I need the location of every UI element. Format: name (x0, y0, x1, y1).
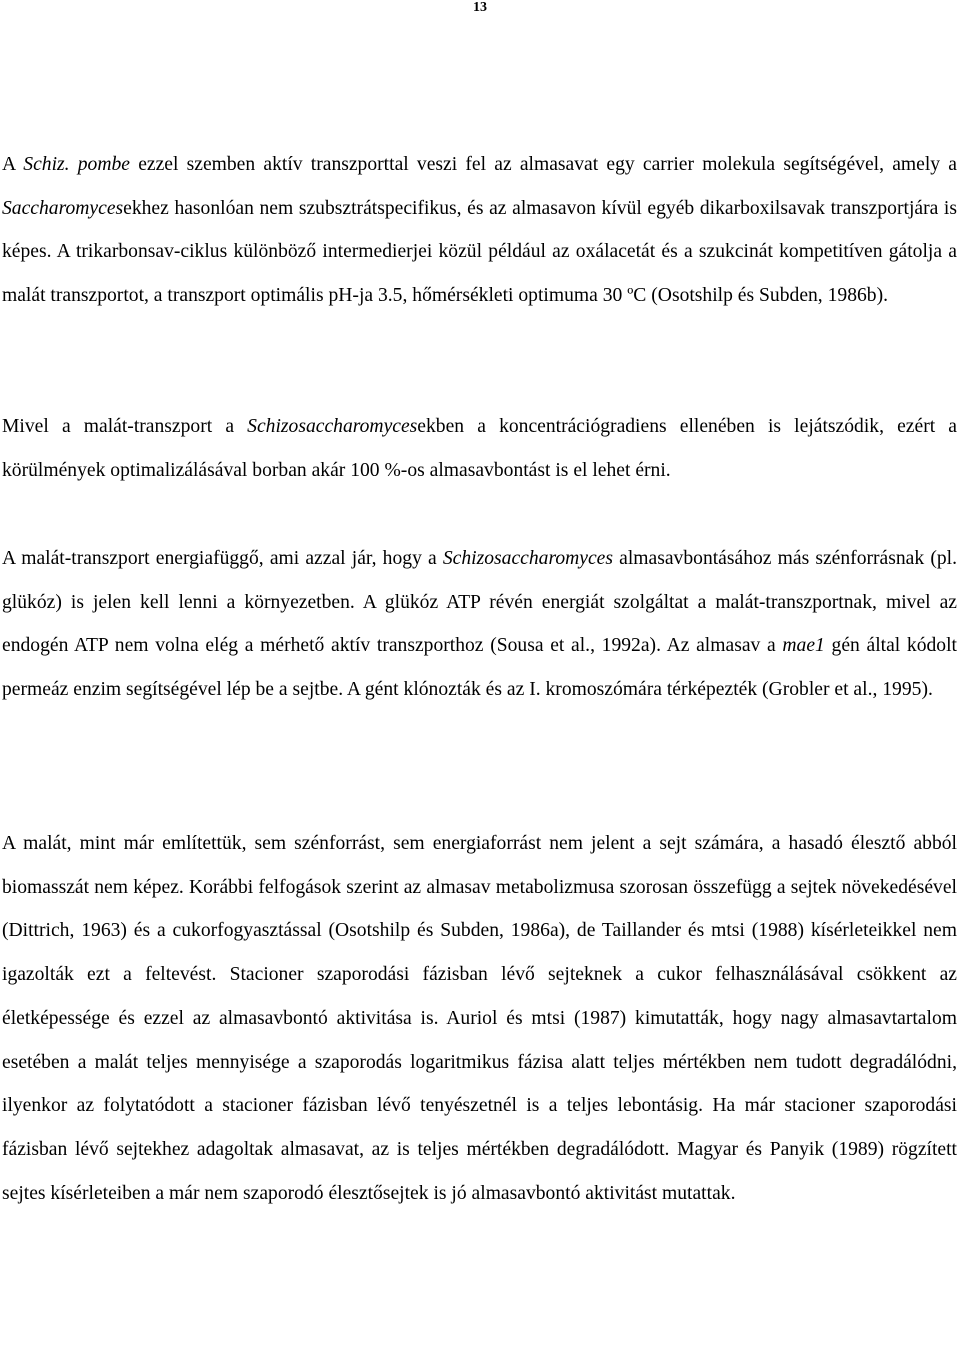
species-name-italic: Schiz. pombe (23, 154, 130, 175)
text-run: Mivel a malát-transzport a (2, 416, 248, 437)
paragraph-3 (2, 537, 957, 712)
text-run: A malát-transzport energiafüggő, ami azzal jár, hogy a (2, 548, 443, 569)
page-number: 13 (473, 0, 487, 15)
genus-name-italic: Schizosaccharomyces (442, 548, 613, 569)
genus-name-italic: Saccharomyces (2, 197, 124, 219)
gene-name-italic: mae1 (782, 635, 825, 657)
text-run: ezzel szemben aktív transzporttal veszi fel az almasavat egy carrier molekula segítségével, amely a (129, 154, 957, 175)
text-run: ekhez hasonlóan nem szubsztrátspecifikus, és az almasavon kívül egyéb dikarboxilsavak transzportjára is képes. A trikarbonsav-ciklus különböző intermedierjei közül például az oxálacetát és a szukcinát kompetitíven gátolja a malát transzportot, a transzport optimális pH-ja 3.5, hőmérsékleti optimuma 30 ºC (Osotshilp és Subden, 1986b). (2, 197, 957, 307)
paragraph-1 (2, 143, 957, 318)
text-run: A (2, 154, 24, 175)
paragraph-2 (2, 405, 957, 492)
text-run: ekben a koncentrációgradiens ellenében is lejátszódik, ezért a körülmények optimalizálásával borban akár 100 %-os almasavbontást is el lehet érni. (2, 416, 958, 481)
text-run: almasavbontásához más szénforrásnak (pl. glükóz) is jelen kell lenni a környezetben. A glükóz ATP révén energiát szolgáltat a malát-transzportnak, mivel az endogén ATP nem volna elég a mérhető aktív transzporthoz (Sousa et al., 1992a). Az almasav a (2, 548, 957, 657)
text-run: gén által kódolt permeáz enzim segítségével lép be a sejtbe. A gént klónozták és az I. kromoszómára térképezték (Grobler et al., 1995). (2, 635, 957, 701)
genus-name-italic: Schizosaccharomyces (247, 416, 418, 437)
paragraph-4 (2, 822, 957, 1215)
text-run: A malát, mint már említettük, sem szénforrást, sem energiaforrást nem jelent a sejt számára, a hasadó élesztő abból biomasszát nem képez. Korábbi felfogások szerint az almasav metabolizmusa szorosan összefügg a sejtek növekedésével (Dittrich, 1963) és a cukorfogyasztással (Osotshilp és Subden, 1986a), de Taillander és mtsi (1988) kísérleteikkel nem igazolták ezt a feltevést. Stacioner szaporodási fázisban lévő sejteknek a cukor felhasználásával csökkent az életképessége és ezzel az almasavbontó aktivitása is. Auriol és mtsi (1987) kimutatták, hogy nagy almasavtartalom esetében a malát teljes mennyisége a szaporodás logaritmikus fázisa alatt teljes mértékben nem tudott degradálódni, ilyenkor az folytatódott a stacioner fázisban lévő tenyészetnél is a teljes lebontásig. Ha már stacioner szaporodási fázisban lévő sejtekhez adagoltak almasavat, az is teljes mértékben degradálódott. Magyar és Panyik (1989) rögzített sejtes kísérleteiben a már nem szaporodó élesztősejtek is jó almasavbontó aktivitást mutattak. (2, 833, 957, 1204)
